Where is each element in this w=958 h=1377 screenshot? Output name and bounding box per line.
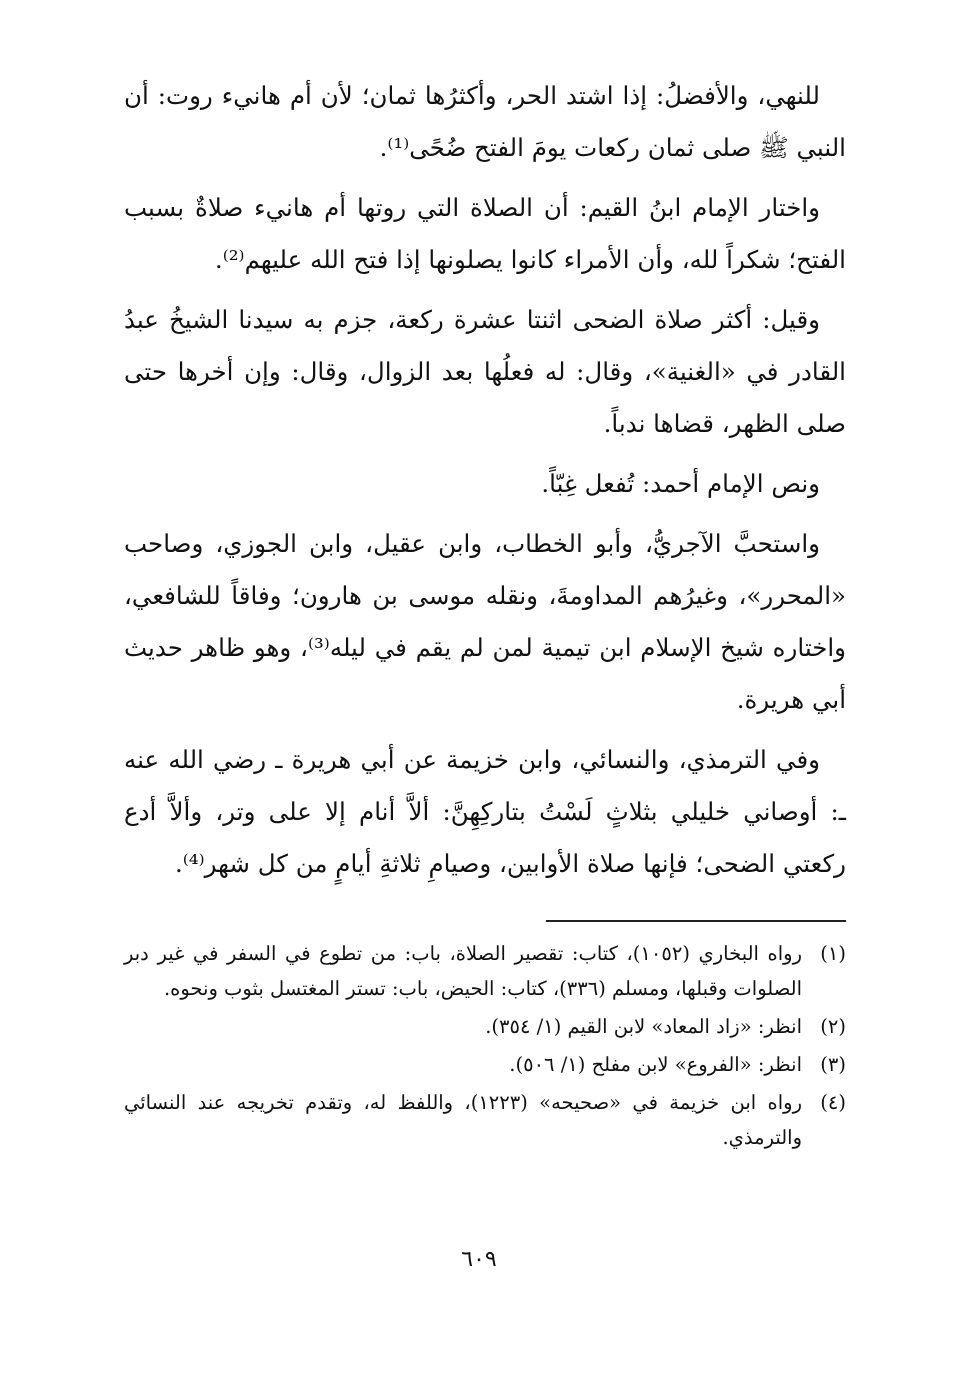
paragraph-6: وفي الترمذي، والنسائي، وابن خزيمة عن أبي هريرة ـ رضي الله عنه ـ: أوصاني خليلي بثلاثٍ لَسْتُ بتاركِهِنَّ: ألاَّ أنام إلا على وتر، وألاَّ أدع ركعتي الضحى؛ فإنها صلاة الأوابين، وصيامِ ثلاثةِ أيامٍ من كل شهر⁽⁴⁾. xyxy=(124,745,846,878)
footnote-number: (١) xyxy=(820,942,846,965)
footnote-text: رواه ابن خزيمة في «صحيحه» (١٢٢٣)، واللفظ له، وتقدم تخريجه عند النسائي والترمذي. xyxy=(124,1091,802,1149)
page-number: ٦٠٩ xyxy=(461,1247,497,1272)
paragraph-5: واستحبَّ الآجريُّ، وأبو الخطاب، وابن عقيل، وابن الجوزي، وصاحب «المحرر»، وغيرُهم المداومةَ، ونقله موسى بن هارون؛ وفاقاً للشافعي، واختاره شيخ الإسلام ابن تيمية لمن لم يقم في ليله⁽³⁾، وهو ظاهر حديث أبي هريرة. xyxy=(124,529,846,714)
footnote-text: انظر: «زاد المعاد» لابن القيم (١/ ٣٥٤). xyxy=(485,1015,802,1038)
footnote-number: (٣) xyxy=(820,1053,846,1076)
footnote-divider xyxy=(546,920,846,922)
paragraph-1: للنهي، والأفضلُ: إذا اشتد الحر، وأكثرُها ثمان؛ لأن أم هانيء روت: أن النبي ﷺ صلى ثمان ركعات يومَ الفتح ضُحًى⁽¹⁾. xyxy=(124,81,846,162)
footnote-text: انظر: «الفروع» لابن مفلح (١/ ٥٠٦). xyxy=(509,1053,802,1076)
footnote-2 xyxy=(124,1009,846,1044)
page-body xyxy=(124,70,846,1158)
paragraph-2: واختار الإمام ابنُ القيم: أن الصلاة التي روتها أم هانيء صلاةٌ بسبب الفتح؛ شكراً لله، وأن الأمراء كانوا يصلونها إذا فتح الله عليهم⁽²⁾. xyxy=(124,193,846,274)
footnote-text: رواه البخاري (١٠٥٢)، كتاب: تقصير الصلاة، باب: من تطوع في السفر في غير دبر الصلوات وقبلها، ومسلم (٣٣٦)، كتاب: الحيض، باب: تستر المغتسل بثوب ونحوه. xyxy=(124,942,802,1000)
footnote-number: (٤) xyxy=(820,1091,846,1114)
footnote-4 xyxy=(124,1085,846,1155)
paragraph-3: وقيل: أكثر صلاة الضحى اثنتا عشرة ركعة، جزم به سيدنا الشيخُ عبدُ القادر في «الغنية»، وقال: له فعلُها بعد الزوال، وقال: وإن أخرها حتى صلى الظهر، قضاها ندباً. xyxy=(124,305,846,438)
paragraph-4: ونص الإمام أحمد: تُفعل غِبّاً. xyxy=(541,469,820,498)
footnote-1 xyxy=(124,936,846,1006)
footnote-3 xyxy=(124,1047,846,1082)
footnote-number: (٢) xyxy=(820,1015,846,1038)
